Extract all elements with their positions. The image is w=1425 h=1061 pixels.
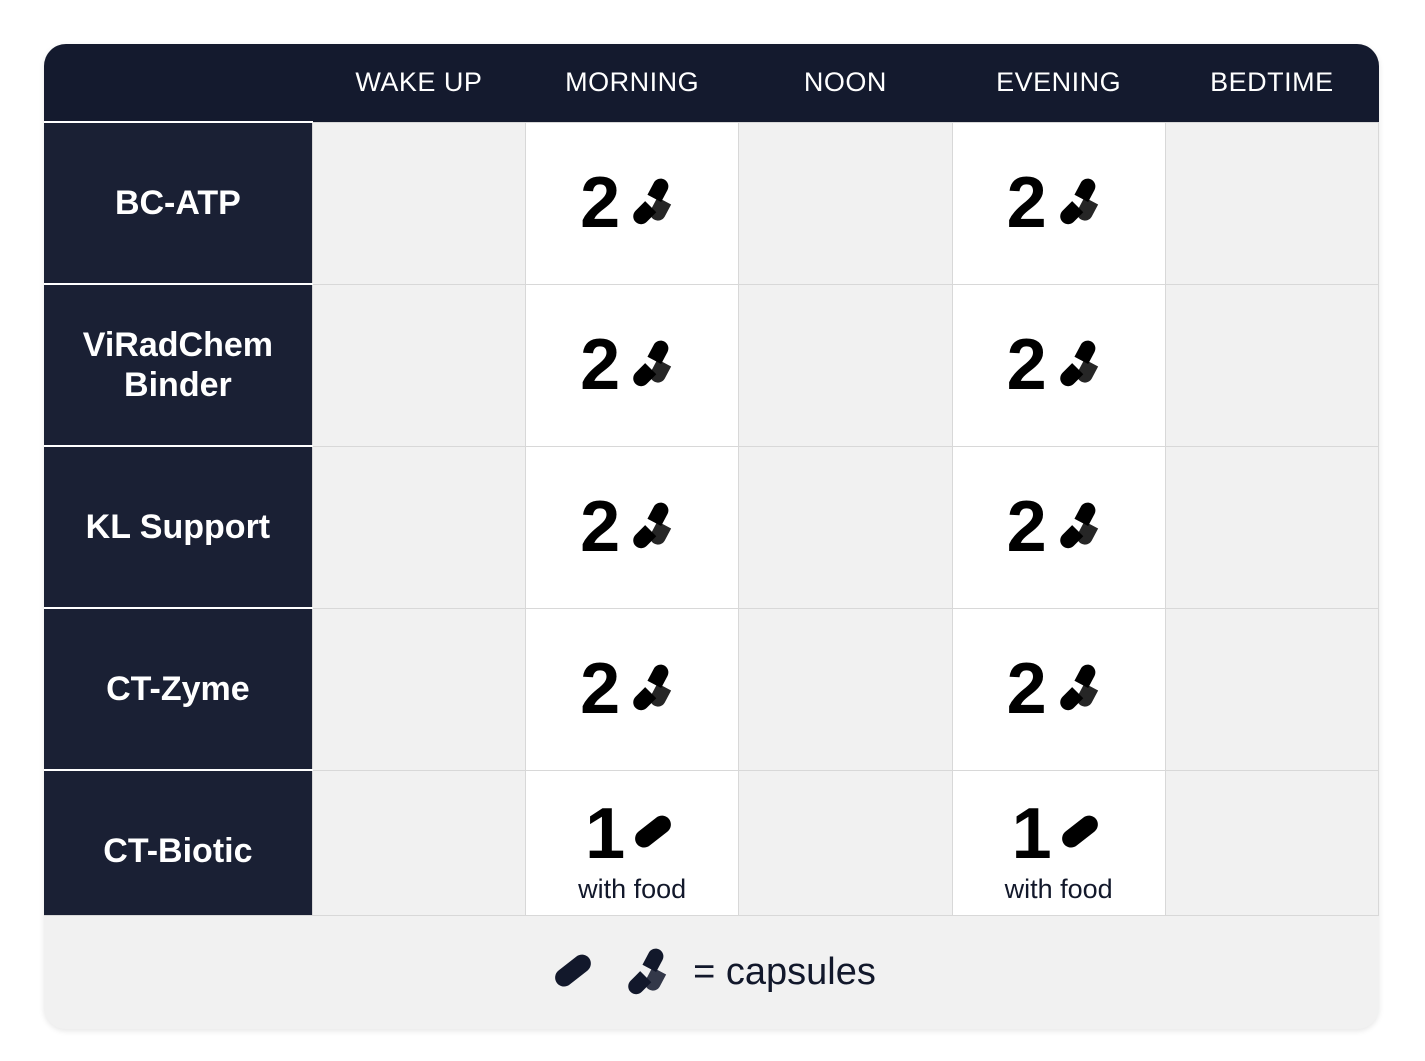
cell-ct-biotic-evening — [952, 770, 1165, 932]
cell-viradchem-binder-morning — [526, 284, 739, 446]
one-capsule-icon — [547, 950, 599, 996]
dose-amount: 2 — [580, 487, 621, 567]
cell-viradchem-binder-noon — [739, 284, 952, 446]
two-capsules-icon — [1049, 496, 1111, 558]
cell-kl-support-bedtime — [1165, 446, 1378, 608]
cell-kl-support-evening — [952, 446, 1165, 608]
cell-ct-zyme-noon — [739, 608, 952, 770]
cell-kl-support-morning — [526, 446, 739, 608]
two-capsules-icon — [622, 658, 684, 720]
cell-ct-biotic-wake-up — [312, 770, 525, 932]
dose-amount: 2 — [580, 325, 621, 405]
cell-ct-biotic-bedtime — [1165, 770, 1378, 932]
cell-bc-atp-noon — [739, 122, 952, 284]
cell-bc-atp-wake-up — [312, 122, 525, 284]
two-capsules-icon — [1049, 658, 1111, 720]
column-header-evening: EVENING — [952, 44, 1165, 122]
row-label-ct-zyme: CT-Zyme — [44, 608, 312, 770]
row-label-kl-support: KL Support — [44, 446, 312, 608]
cell-ct-zyme-wake-up — [312, 608, 525, 770]
cell-ct-zyme-morning — [526, 608, 739, 770]
dose-note: with food — [578, 873, 687, 904]
cell-ct-biotic-noon — [739, 770, 952, 932]
cell-kl-support-wake-up — [312, 446, 525, 608]
dose-amount: 2 — [1006, 163, 1047, 243]
dose-amount: 2 — [1006, 649, 1047, 729]
column-header-morning: MORNING — [526, 44, 739, 122]
two-capsules-icon — [1049, 172, 1111, 234]
row-label-bc-atp: BC-ATP — [44, 122, 312, 284]
table-row — [44, 608, 1379, 770]
dose-note: with food — [1004, 873, 1113, 904]
table-row — [44, 284, 1379, 446]
cell-kl-support-noon — [739, 446, 952, 608]
two-capsules-icon — [1049, 334, 1111, 396]
row-label-ct-biotic: CT-Biotic — [44, 770, 312, 932]
cell-bc-atp-evening — [952, 122, 1165, 284]
two-capsules-icon — [617, 942, 679, 1004]
dose-amount: 2 — [580, 649, 621, 729]
cell-ct-zyme-bedtime — [1165, 608, 1378, 770]
table-row — [44, 770, 1379, 932]
table-row — [44, 446, 1379, 608]
one-capsule-icon — [1054, 811, 1106, 857]
row-label-viradchem-binder: ViRadChem Binder — [44, 284, 312, 446]
cell-viradchem-binder-evening — [952, 284, 1165, 446]
dose-amount: 1 — [1011, 793, 1052, 874]
one-capsule-icon — [627, 811, 679, 857]
table-row — [44, 122, 1379, 284]
dose-amount: 2 — [1006, 487, 1047, 567]
cell-bc-atp-bedtime — [1165, 122, 1378, 284]
dose-amount: 2 — [580, 163, 621, 243]
supplement-schedule-card — [44, 44, 1379, 1029]
column-header-wake-up: WAKE UP — [312, 44, 525, 122]
dose-amount: 2 — [1006, 325, 1047, 405]
legend-icons — [547, 942, 679, 1004]
legend-bar — [44, 915, 1379, 1029]
two-capsules-icon — [622, 172, 684, 234]
two-capsules-icon — [622, 496, 684, 558]
cell-viradchem-binder-wake-up — [312, 284, 525, 446]
dose-amount: 1 — [585, 793, 626, 874]
cell-viradchem-binder-bedtime — [1165, 284, 1378, 446]
table-header-row — [44, 44, 1379, 122]
legend-label: = capsules — [693, 951, 876, 993]
column-header-bedtime: BEDTIME — [1165, 44, 1378, 122]
column-header-noon: NOON — [739, 44, 952, 122]
two-capsules-icon — [622, 334, 684, 396]
cell-ct-zyme-evening — [952, 608, 1165, 770]
supplement-schedule-table — [44, 44, 1379, 933]
cell-ct-biotic-morning — [526, 770, 739, 932]
table-corner-cell — [44, 44, 312, 122]
cell-bc-atp-morning — [526, 122, 739, 284]
